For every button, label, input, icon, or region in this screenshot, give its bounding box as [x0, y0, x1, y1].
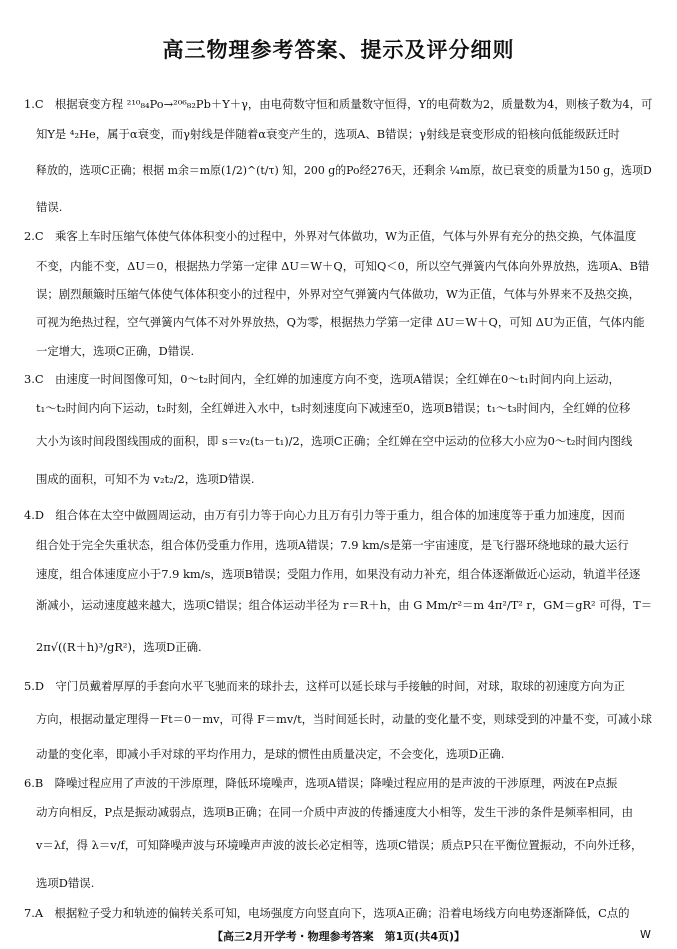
answer-line: 动量的变化率，即减小手对球的平均作用力，是球的惯性由质量决定，不会变化，选项D正确.	[36, 747, 505, 761]
answer-line: t₁～t₂时间内向下运动，t₂时刻，全红婵进入水中，t₃时刻速度向下减速至0，选项B错误；t₁～t₃时间内，全红婵的位移	[36, 401, 631, 415]
answer-line: 一定增大，选项C正确，D错误.	[36, 344, 195, 358]
answer-line: 释放的，选项C正确；根据 m余＝m原(1/2)^(t/τ) 知，200 g的Po经276天，还剩余 ¼m原，故已衰变的质量为150 g，选项D	[36, 163, 652, 177]
answer-line: 5.D 守门员戴着厚厚的手套向水平飞驰而来的球扑去，这样可以延长球与手接触的时间，对球，取球的初速度方向为正	[24, 679, 625, 693]
answer-line: 动方向相反，P点是振动减弱点，选项B正确；在同一介质中声波的传播速度大小相等，发生干涉的条件是频率相同，由	[36, 805, 633, 819]
answer-line: 2.C 乘客上车时压缩气体使气体体积变小的过程中，外界对气体做功，W为正值，气体与外界有充分的热交换，气体温度	[24, 229, 637, 243]
page-title: 高三物理参考答案、提示及评分细则	[162, 38, 515, 62]
answer-line: 4.D 组合体在太空中做圆周运动，由万有引力等于向心力且万有引力等于重力，组合体的加速度等于重力加速度，因而	[24, 508, 625, 522]
answer-line: 组合处于完全失重状态，组合体仍受重力作用，选项A错误；7.9 km/s是第一宇宙速度，是飞行器环绕地球的最大运行	[36, 538, 629, 552]
answer-line: 6.B 降噪过程应用了声波的干涉原理，降低环境噪声，选项A错误；降噪过程应用的是声波的干涉原理，两波在P点振	[24, 776, 618, 790]
answer-line: 知Y是 ⁴₂He，属于α衰变，而γ射线是伴随着α衰变产生的，选项A、B错误；γ射线是衰变形成的铅核向低能级跃迁时	[36, 127, 620, 141]
answer-line: 大小为该时间段图线围成的面积，即 s＝v₂(t₃－t₁)/2，选项C正确；全红婵在空中运动的位移大小应为0～t₂时间内图线	[36, 434, 633, 448]
answer-line: 2π√((R＋h)³/gR²)，选项D正确.	[36, 640, 202, 654]
answer-line: 3.C 由速度一时间图像可知，0～t₂时间内，全红婵的加速度方向不变，选项A错误；全红婵在0～t₁时间内向上运动，	[24, 372, 620, 386]
answer-line: 不变，内能不变，ΔU＝0，根据热力学第一定律 ΔU＝W＋Q，可知Q＜0，所以空气弹簧内气体向外界放热，选项A、B错	[36, 259, 650, 273]
answer-line: 误；剧烈颠簸时压缩气体使气体体积变小的过程中，外界对空气弹簧内气体做功，W为正值，气体与外界来不及热交换，	[36, 287, 641, 301]
answer-line: v＝λf，得 λ＝v/f，可知降噪声波与环境噪声声波的波长必定相等，选项C错误；质点P只在平衡位置振动，不向外迁移，	[36, 838, 643, 852]
answer-line: 围成的面积，可知不为 v₂t₂/2，选项D错误.	[36, 472, 255, 486]
answer-line: 错误.	[36, 200, 63, 214]
answer-line: 选项D错误.	[36, 876, 95, 890]
answer-line: 可视为绝热过程，空气弹簧内气体不对外界放热，Q为零，根据热力学第一定律 ΔU＝W＋Q，可知 ΔU为正值，气体内能	[36, 315, 645, 329]
answer-line: 7.A 根据粒子受力和轨迹的偏转关系可知，电场强度方向竖直向下，选项A正确；沿着电场线方向电势逐渐降低，C点的	[24, 906, 630, 920]
answer-line: 速度，组合体速度应小于7.9 km/s，选项B错误；受阻力作用，如果没有动力补充，组合体逐渐做近心运动，轨道半径逐	[36, 567, 641, 581]
page-footer: 【高三2月开学考・物理参考答案 第1页(共4页)】	[211, 930, 465, 943]
answer-line: 渐减小，运动速度越来越大，选项C错误；组合体运动半径为 r＝R＋h，由 G Mm/r²＝m 4π²/T² r，GM＝gR² 可得，T＝	[36, 598, 653, 612]
footer-code: W	[640, 928, 651, 941]
answer-line: 1.C 根据衰变方程 ²¹⁰₈₄Po→²⁰⁶₈₂Pb＋Y＋γ，由电荷数守恒和质量数守恒得，Y的电荷数为2，质量数为4，则核子数为4，可	[24, 97, 653, 111]
answer-line: 方向，根据动量定理得－Ft＝0－mv，可得 F＝mv/t，当时间延长时，动量的变化量不变，则球受到的冲量不变，可减小球	[36, 712, 652, 726]
